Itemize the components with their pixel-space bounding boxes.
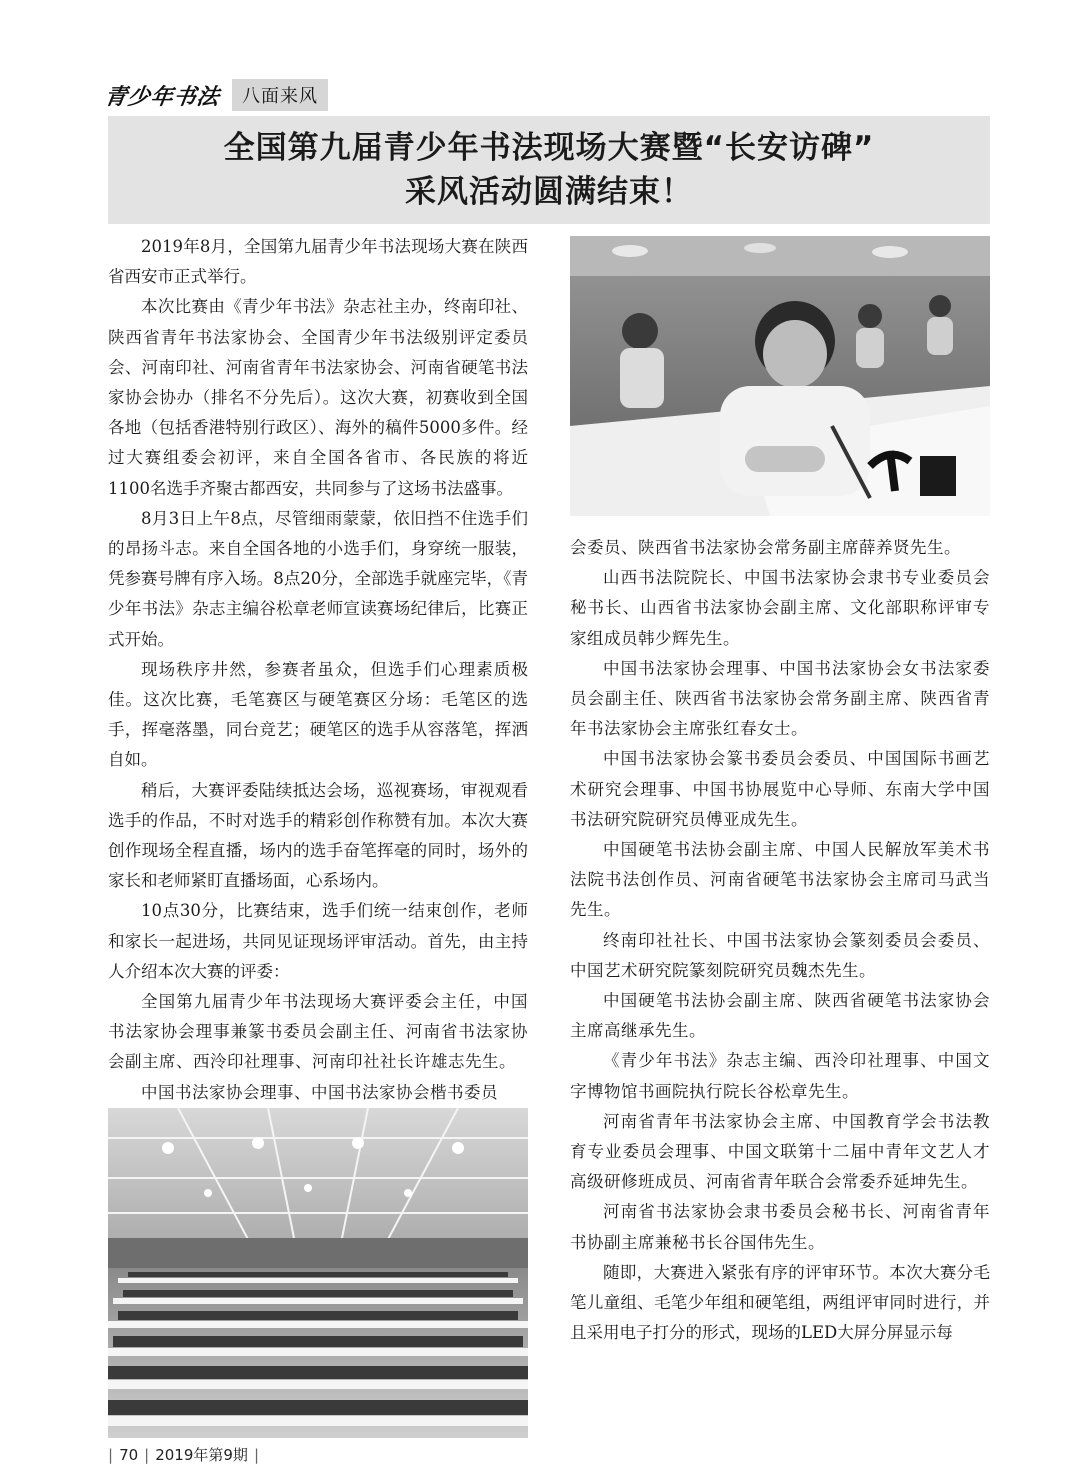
photo-competition-hall xyxy=(108,1108,528,1438)
photo-child-writing-illustration xyxy=(570,236,990,516)
judge-paragraph: 中国书法家协会篆书委员会委员、中国国际书画艺术研究会理事、中国书协展览中心导师、东南大学中国书法研究院研究员傅亚成先生。 xyxy=(570,749,990,829)
footer-divider: | xyxy=(108,1445,114,1464)
judge-paragraph: 中国硬笔书法协会副主席、陕西省硬笔书法家协会主席高继承先生。 xyxy=(570,991,990,1041)
article-title-box xyxy=(108,116,990,224)
judge-paragraph: 《青少年书法》杂志主编、西泠印社理事、中国文字博物馆书画院执行院长谷松章先生。 xyxy=(570,1051,990,1101)
paragraph: 随即，大赛进入紧张有序的评审环节。本次大赛分毛笔儿童组、毛笔少年组和硬笔组，两组评审同时进行，并且采用电子打分的形式，现场的LED大屏分屏显示每 xyxy=(570,1262,990,1343)
left-column xyxy=(108,232,528,1108)
article-title-line-1: 全国第九届青少年书法现场大赛暨“长安访碑” xyxy=(223,130,875,166)
paragraph: 10点30分，比赛结束，选手们统一结束创作，老师和家长一起进场，共同见证现场评审活动。首先，由主持人介绍本次大赛的评委： xyxy=(108,901,528,981)
paragraph: 8月3日上午8点，尽管细雨蒙蒙，依旧挡不住选手们的昂扬斗志。来自全国各地的小选手们，身穿统一服装，凭参赛号牌有序入场。8点20分，全部选手就座完毕，《青少年书法》杂志主编谷松章老师宣读赛场纪律后，比赛正式开始。 xyxy=(108,508,528,649)
page-footer xyxy=(108,1444,259,1465)
paragraph: 稍后，大赛评委陆续抵达会场，巡视赛场，审视观看选手的作品，不时对选手的精彩创作称赞有加。本次大赛创作现场全程直播，场内的选手奋笔挥毫的同时，场外的家长和老师紧盯直播场面，心系场内。 xyxy=(108,780,528,891)
footer-divider: | xyxy=(253,1445,259,1464)
masthead xyxy=(102,78,328,112)
article-title-line-2: 采风活动圆满结束！ xyxy=(405,174,693,210)
judge-paragraph: 山西书法院院长、中国书法家协会隶书专业委员会秘书长、山西省书法家协会副主席、文化部职称评审专家组成员韩少辉先生。 xyxy=(570,568,990,648)
judge-paragraph: 终南印社社长、中国书法家协会篆刻委员会委员、中国艺术研究院篆刻院研究员魏杰先生。 xyxy=(570,930,990,980)
right-column xyxy=(570,533,990,1348)
judge-paragraph: 中国书法家协会理事、中国书法家协会楷书委员 xyxy=(141,1082,498,1102)
judge-paragraph-continued: 会委员、陕西省书法家协会常务副主席薛养贤先生。 xyxy=(570,538,961,557)
judge-paragraph: 河南省书法家协会隶书委员会秘书长、河南省青年书协副主席兼秘书长谷国伟先生。 xyxy=(570,1202,990,1252)
photo-competition-hall-illustration xyxy=(108,1108,528,1438)
magazine-logo: 青少年书法 xyxy=(102,83,222,110)
page-number: 70 xyxy=(119,1445,139,1464)
judge-paragraph: 中国书法家协会理事、中国书法家协会女书法家委员会副主任、陕西省书法家协会常务副主席、陕西省青年书法家协会主席张红春女士。 xyxy=(570,658,990,739)
paragraph: 2019年8月，全国第九届青少年书法现场大赛在陕西省西安市正式举行。 xyxy=(108,237,528,287)
judge-paragraph: 中国硬笔书法协会副主席、中国人民解放军美术书法院书法创作员、河南省硬笔书法家协会主席司马武当先生。 xyxy=(570,840,990,920)
footer-divider: | xyxy=(144,1445,150,1464)
paragraph: 现场秩序井然，参赛者虽众，但选手们心理素质极佳。这次比赛，毛笔赛区与硬笔赛区分场：毛笔区的选手，挥毫落墨，同台竞艺；硬笔区的选手从容落笔，挥洒自如。 xyxy=(108,659,528,770)
section-tag: 八面来风 xyxy=(232,79,328,111)
paragraph: 本次比赛由《青少年书法》杂志社主办，终南印社、陕西省青年书法家协会、全国青少年书法级别评定委员会、河南印社、河南省青年书法家协会、河南省硬笔书法家协会协办（排名不分先后）。这次大赛，初赛收到全国各地（包括香港特别行政区）、海外的稿件5000多件。经过大赛组委会初评，来自全国各省市、各民族的将近1100名选手齐聚古都西安，共同参与了这场书法盛事。 xyxy=(108,297,528,498)
judge-paragraph: 全国第九届青少年书法现场大赛评委会主任，中国书法家协会理事兼篆书委员会副主任、河南省书法家协会副主席、西泠印社理事、河南印社社长许雄志先生。 xyxy=(108,992,528,1072)
issue-label: 2019年第9期 xyxy=(155,1446,248,1464)
photo-child-writing xyxy=(570,236,990,516)
judge-paragraph: 河南省青年书法家协会主席、中国教育学会书法教育专业委员会理事、中国文联第十二届中青年文艺人才高级研修班成员、河南省青年联合会常委乔延坤先生。 xyxy=(570,1111,990,1192)
